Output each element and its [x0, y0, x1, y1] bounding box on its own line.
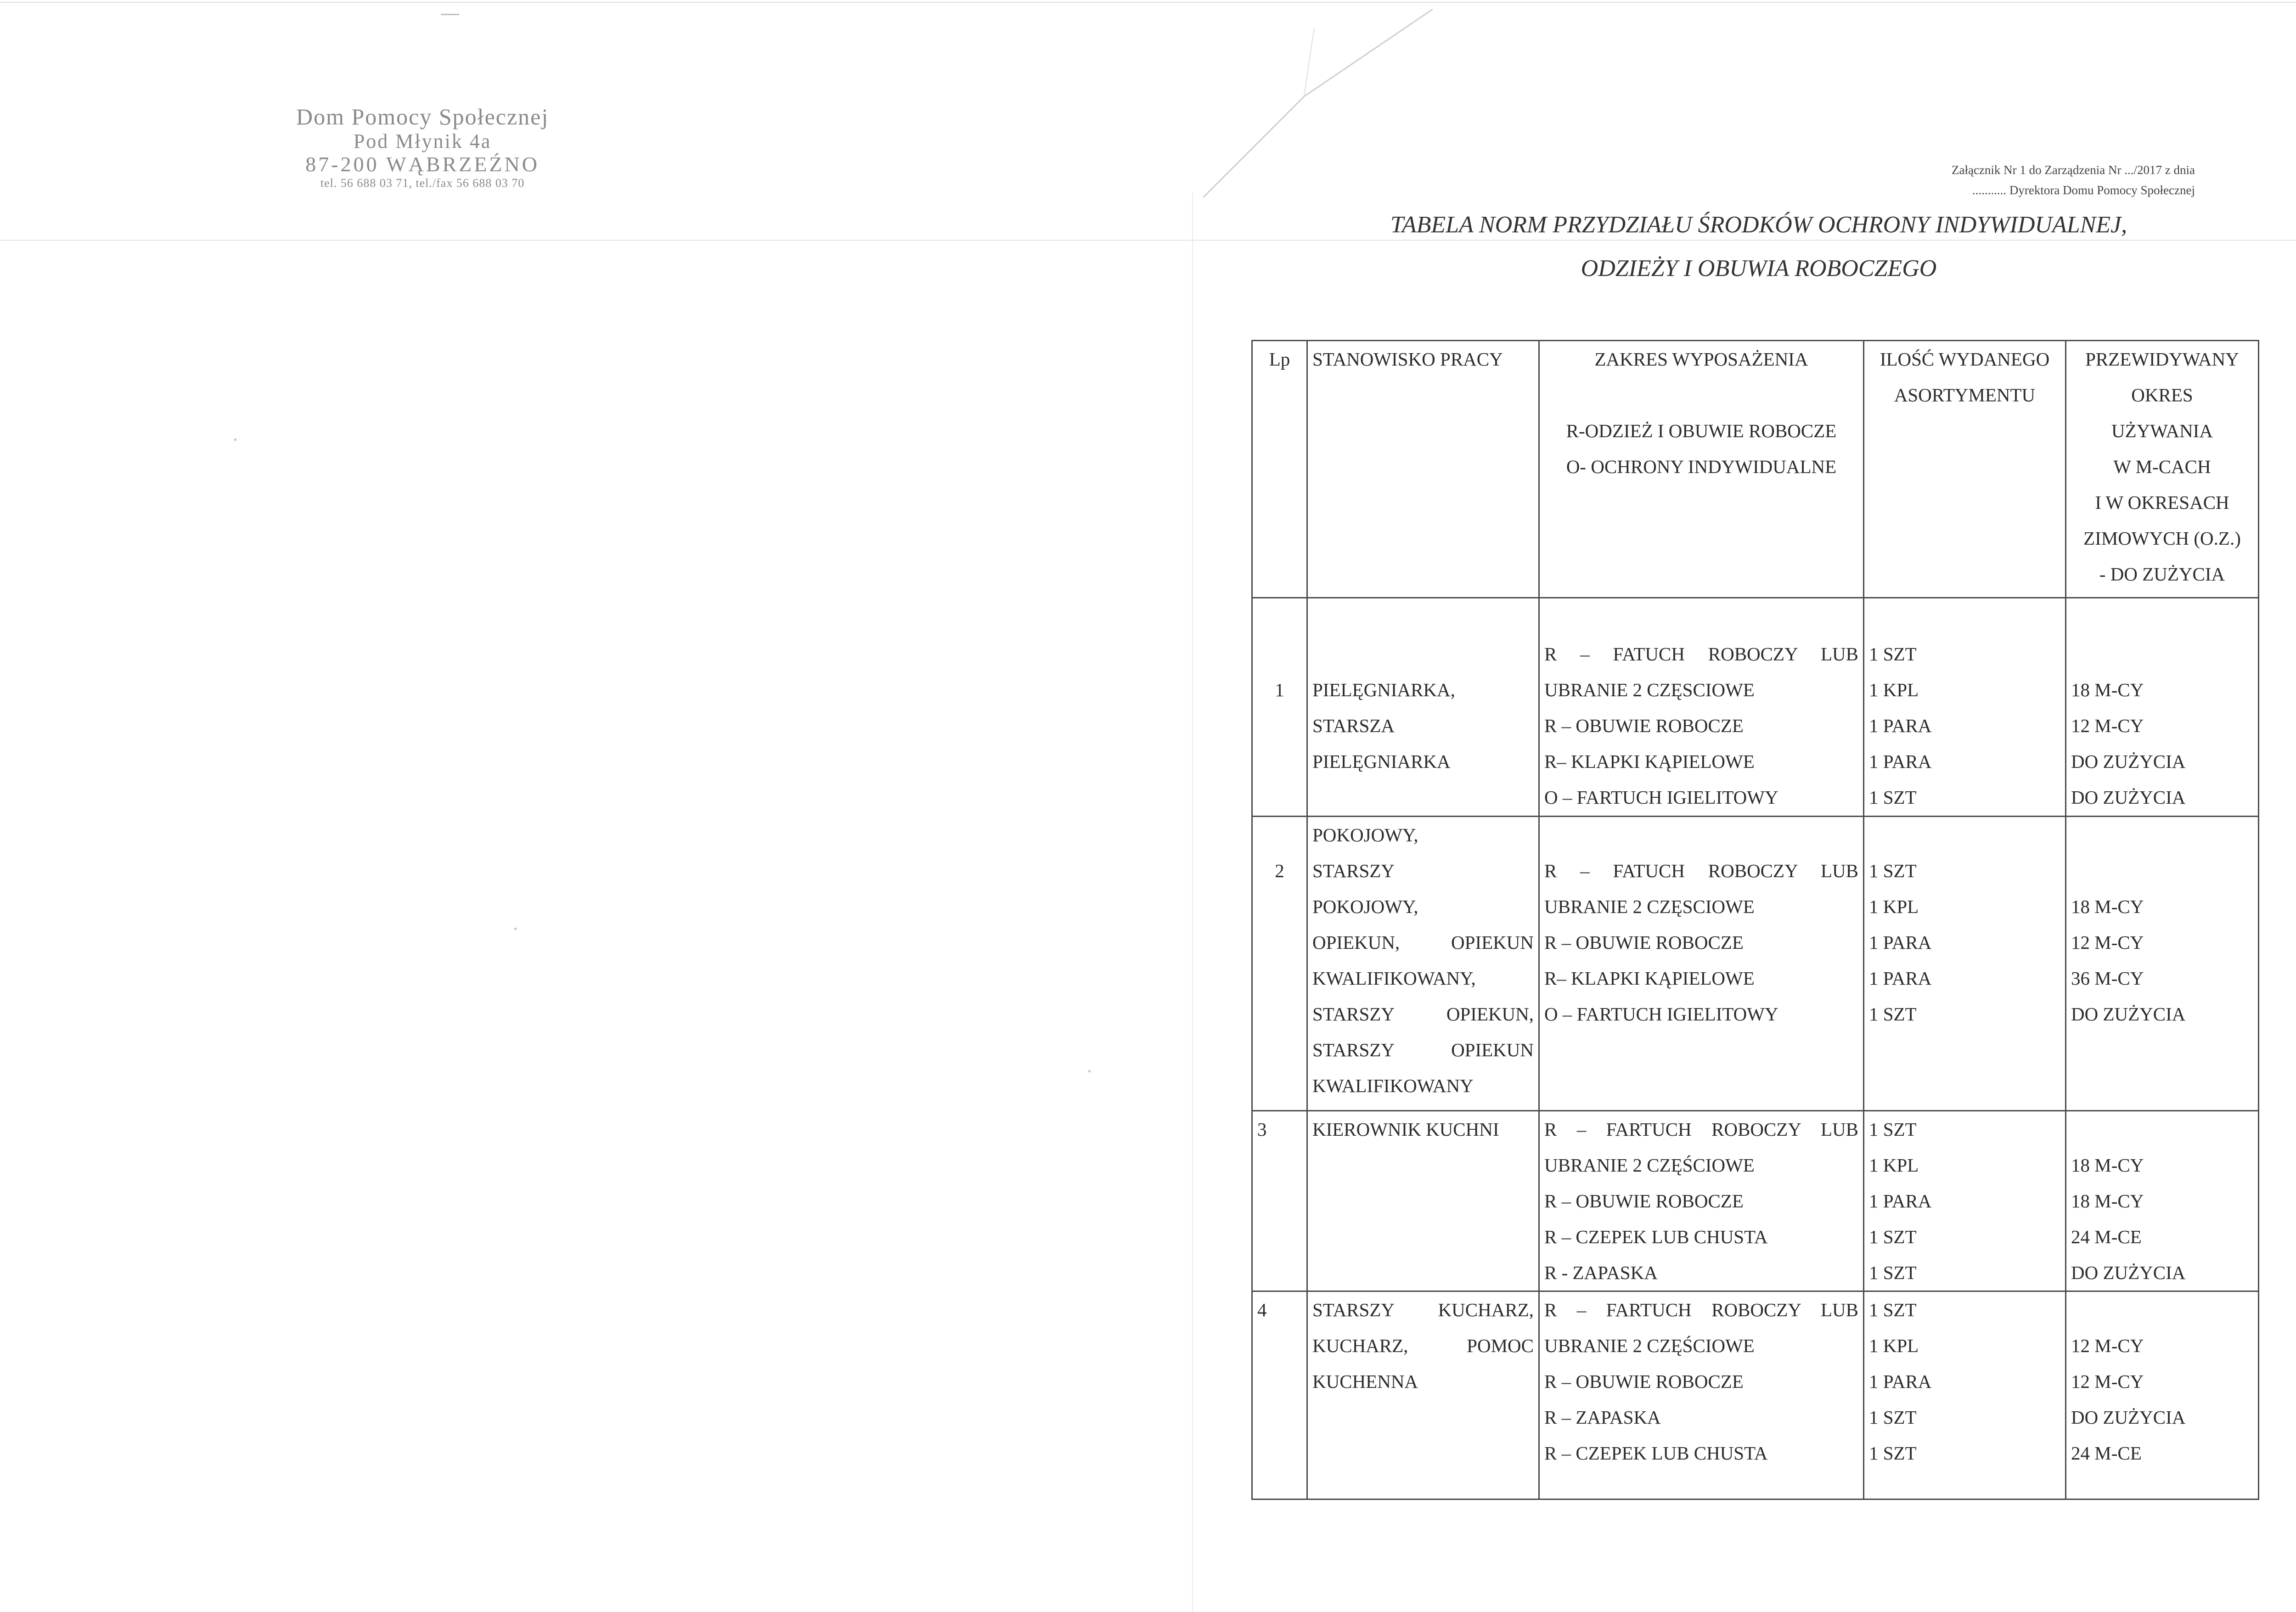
period-line: 36 M-CY: [2071, 967, 2144, 989]
quantity-line: 1 SZT: [1869, 1407, 1917, 1428]
scope-line-text: R – FATUCH ROBOCZY LUB: [1544, 860, 1858, 881]
period-line: DO ZUŻYCIA: [2071, 1003, 2186, 1025]
period-line: [2071, 1292, 2253, 1328]
period-line: 18 M-CY: [2071, 1190, 2144, 1212]
scope-line: R– KLAPKI KĄPIELOWE: [1544, 751, 1755, 772]
position-line: KUCHENNA: [1312, 1371, 1418, 1392]
quantity-line: 1 SZT: [1869, 1443, 1917, 1464]
position-line: [1312, 996, 1534, 1032]
header-quantity-line: ILOŚĆ WYDANEGO: [1880, 349, 2050, 370]
table-header-row: [1252, 341, 2259, 598]
header-quantity: [1864, 341, 2066, 598]
scan-speck: [234, 439, 236, 441]
scope-line: R – OBUWIE ROBOCZE: [1544, 1371, 1744, 1392]
table-row: [1252, 1110, 2259, 1291]
scan-top-edge: [0, 2, 2296, 3]
position-line-text: KUCHARZ, POMOC: [1312, 1335, 1534, 1357]
header-scope: [1539, 341, 1864, 598]
period-line: 24 M-CE: [2071, 1443, 2142, 1464]
quantity-line: 1 PARA: [1869, 751, 1932, 772]
document-title: TABELA NORM PRZYDZIAŁU ŚRODKÓW OCHRONY INDYWIDUALNEJ,: [1390, 212, 2127, 238]
row-period: [2066, 1110, 2259, 1291]
quantity-line: 1 KPL: [1869, 679, 1919, 700]
header-period-line: - DO ZUŻYCIA: [2099, 564, 2225, 585]
document-subtitle: ODZIEŻY I OBUWIA ROBOCZEGO: [1581, 255, 1937, 282]
period-line: [2071, 853, 2253, 889]
row-position: [1307, 816, 1539, 1110]
position-line: [1312, 1328, 1534, 1364]
row-scope: [1539, 598, 1864, 817]
header-scope-line: ZAKRES WYPOSAŻENIA: [1594, 349, 1808, 370]
annex-line: Załącznik Nr 1 do Zarządzenia Nr .../2017 z dnia: [1951, 163, 2195, 177]
scope-line: UBRANIE 2 CZĘŚCIOWE: [1544, 1335, 1755, 1357]
period-line: 12 M-CY: [2071, 931, 2144, 953]
period-line: [2071, 1111, 2253, 1147]
quantity-line: 1 SZT: [1869, 1262, 1917, 1283]
header-scope-line: [1544, 377, 1858, 413]
scope-line: [1544, 1292, 1858, 1328]
row-position: [1307, 1110, 1539, 1291]
position-line: PIELĘGNIARKA,: [1312, 679, 1455, 700]
row-period: [2066, 598, 2259, 817]
stamp-phone: tel. 56 688 03 71, tel./fax 56 688 03 70: [320, 176, 525, 190]
scope-line: R - ZAPASKA: [1544, 1262, 1658, 1283]
scope-line: R – OBUWIE ROBOCZE: [1544, 1190, 1744, 1212]
period-line: 12 M-CY: [2071, 715, 2144, 736]
header-period: [2066, 341, 2259, 598]
quantity-line: 1 SZT: [1869, 1299, 1917, 1321]
row-scope: [1539, 1110, 1864, 1291]
position-line-text: STARSZY KUCHARZ,: [1312, 1299, 1534, 1321]
scan-speck: [1088, 1070, 1091, 1072]
annex-line: ........... Dyrektora Domu Pomocy Społecznej: [1972, 183, 2195, 197]
header-period-line: PRZEWIDYWANY: [2085, 349, 2239, 370]
quantity-line: 1 SZT: [1869, 1226, 1917, 1247]
row-period: [2066, 816, 2259, 1110]
position-line: PIELĘGNIARKA: [1312, 751, 1451, 772]
period-line: DO ZUŻYCIA: [2071, 787, 2186, 808]
scope-line: UBRANIE 2 CZĘŚCIOWE: [1544, 1154, 1755, 1176]
quantity-line: 1 PARA: [1869, 715, 1932, 736]
quantity-line: 1 SZT: [1869, 643, 1917, 665]
annex-note: [1727, 160, 2195, 200]
quantity-line: 1 KPL: [1869, 1154, 1919, 1176]
header-lp: Lp: [1252, 341, 1307, 598]
row-lp: 3: [1252, 1110, 1307, 1291]
header-scope-line: R-ODZIEŻ I OBUWIE ROBOCZE: [1566, 420, 1837, 441]
period-line: 12 M-CY: [2071, 1335, 2144, 1357]
scan-speck: [514, 928, 517, 930]
row-quantity: [1864, 1110, 2066, 1291]
period-line: 18 M-CY: [2071, 679, 2144, 700]
position-line: [1312, 1292, 1534, 1328]
stamp-city: 87-200 WĄBRZEŹNO: [305, 152, 540, 176]
row-quantity: [1864, 598, 2066, 817]
period-line: DO ZUŻYCIA: [2071, 751, 2186, 772]
table-row: [1252, 598, 2259, 817]
scope-line: R – OBUWIE ROBOCZE: [1544, 931, 1744, 953]
period-line: [2071, 636, 2253, 672]
scan-speck: [441, 14, 459, 15]
scope-line: R – OBUWIE ROBOCZE: [1544, 715, 1744, 736]
row-lp: 1: [1252, 598, 1307, 817]
position-line: [1312, 924, 1534, 960]
header-period-line: W M-CACH: [2113, 456, 2211, 477]
quantity-line: 1 PARA: [1869, 1371, 1932, 1392]
scope-line: R– KLAPKI KĄPIELOWE: [1544, 967, 1755, 989]
scope-line: [1544, 1111, 1858, 1147]
scope-line: O – FARTUCH IGIELITOWY: [1544, 1003, 1778, 1025]
period-line: DO ZUŻYCIA: [2071, 1407, 2186, 1428]
row-scope: [1539, 1291, 1864, 1499]
quantity-line: 1 SZT: [1869, 787, 1917, 808]
row-lp: 2: [1252, 816, 1307, 1110]
scope-line: [1544, 636, 1858, 672]
stamp-street: Pod Młynik 4a: [353, 130, 492, 152]
scope-line-text: R – FARTUCH ROBOCZY LUB: [1544, 1118, 1858, 1140]
position-line-text: STARSZY OPIEKUN: [1312, 1039, 1534, 1060]
position-line: POKOJOWY,: [1312, 824, 1418, 845]
row-period: [2066, 1291, 2259, 1499]
scope-line-text: R – FATUCH ROBOCZY LUB: [1544, 643, 1858, 665]
folded-corner-mark: [1194, 9, 1451, 202]
quantity-line: 1 KPL: [1869, 1335, 1919, 1357]
scope-line: UBRANIE 2 CZĘSCIOWE: [1544, 679, 1755, 700]
position-line: STARSZA: [1312, 715, 1395, 736]
header-scope-line: O- OCHRONY INDYWIDUALNE: [1566, 456, 1837, 477]
quantity-line: 1 SZT: [1869, 1118, 1917, 1140]
scan-fold-line: [0, 240, 2296, 241]
row-quantity: [1864, 1291, 2066, 1499]
quantity-line: 1 PARA: [1869, 931, 1932, 953]
quantity-line: 1 PARA: [1869, 1190, 1932, 1212]
norms-table: [1251, 340, 2259, 1500]
position-line: KIEROWNIK KUCHNI: [1312, 1118, 1499, 1140]
institution-stamp: [276, 103, 569, 191]
quantity-line: 1 KPL: [1869, 896, 1919, 917]
position-line: POKOJOWY,: [1312, 896, 1418, 917]
header-position: STANOWISKO PRACY: [1307, 341, 1539, 598]
position-line: KWALIFIKOWANY,: [1312, 967, 1476, 989]
period-line: 18 M-CY: [2071, 896, 2144, 917]
scope-line-text: R – FARTUCH ROBOCZY LUB: [1544, 1299, 1858, 1321]
row-scope: [1539, 816, 1864, 1110]
header-period-line: OKRES: [2131, 384, 2193, 406]
position-line: STARSZY: [1312, 860, 1395, 881]
period-line: 24 M-CE: [2071, 1226, 2142, 1247]
row-lp: 4: [1252, 1291, 1307, 1499]
header-period-line: UŻYWANIA: [2111, 420, 2213, 441]
header-quantity-line: ASORTYMENTU: [1894, 384, 2036, 406]
stamp-name: Dom Pomocy Społecznej: [296, 104, 549, 130]
table-row: [1252, 816, 2259, 1110]
row-quantity: [1864, 816, 2066, 1110]
quantity-line: 1 SZT: [1869, 1003, 1917, 1025]
header-period-line: I W OKRESACH: [2095, 492, 2229, 513]
quantity-line: 1 SZT: [1869, 860, 1917, 881]
position-line: [1312, 1032, 1534, 1068]
row-position: [1307, 598, 1539, 817]
period-line: DO ZUŻYCIA: [2071, 1262, 2186, 1283]
scan-page-edge: [1192, 193, 1193, 1612]
position-line-text: OPIEKUN, OPIEKUN: [1312, 931, 1534, 953]
scope-line: UBRANIE 2 CZĘSCIOWE: [1544, 896, 1755, 917]
scope-line: O – FARTUCH IGIELITOWY: [1544, 787, 1778, 808]
header-period-line: ZIMOWYCH (O.Z.): [2083, 528, 2241, 549]
table-row: [1252, 1291, 2259, 1499]
scope-line: R – CZEPEK LUB CHUSTA: [1544, 1443, 1768, 1464]
scope-line: R – ZAPASKA: [1544, 1407, 1661, 1428]
scope-line: [1544, 853, 1858, 889]
row-position: [1307, 1291, 1539, 1499]
scope-line: R – CZEPEK LUB CHUSTA: [1544, 1226, 1768, 1247]
position-line: KWALIFIKOWANY: [1312, 1075, 1474, 1096]
position-line-text: STARSZY OPIEKUN,: [1312, 1003, 1534, 1025]
quantity-line: 1 PARA: [1869, 967, 1932, 989]
period-line: 12 M-CY: [2071, 1371, 2144, 1392]
period-line: 18 M-CY: [2071, 1154, 2144, 1176]
